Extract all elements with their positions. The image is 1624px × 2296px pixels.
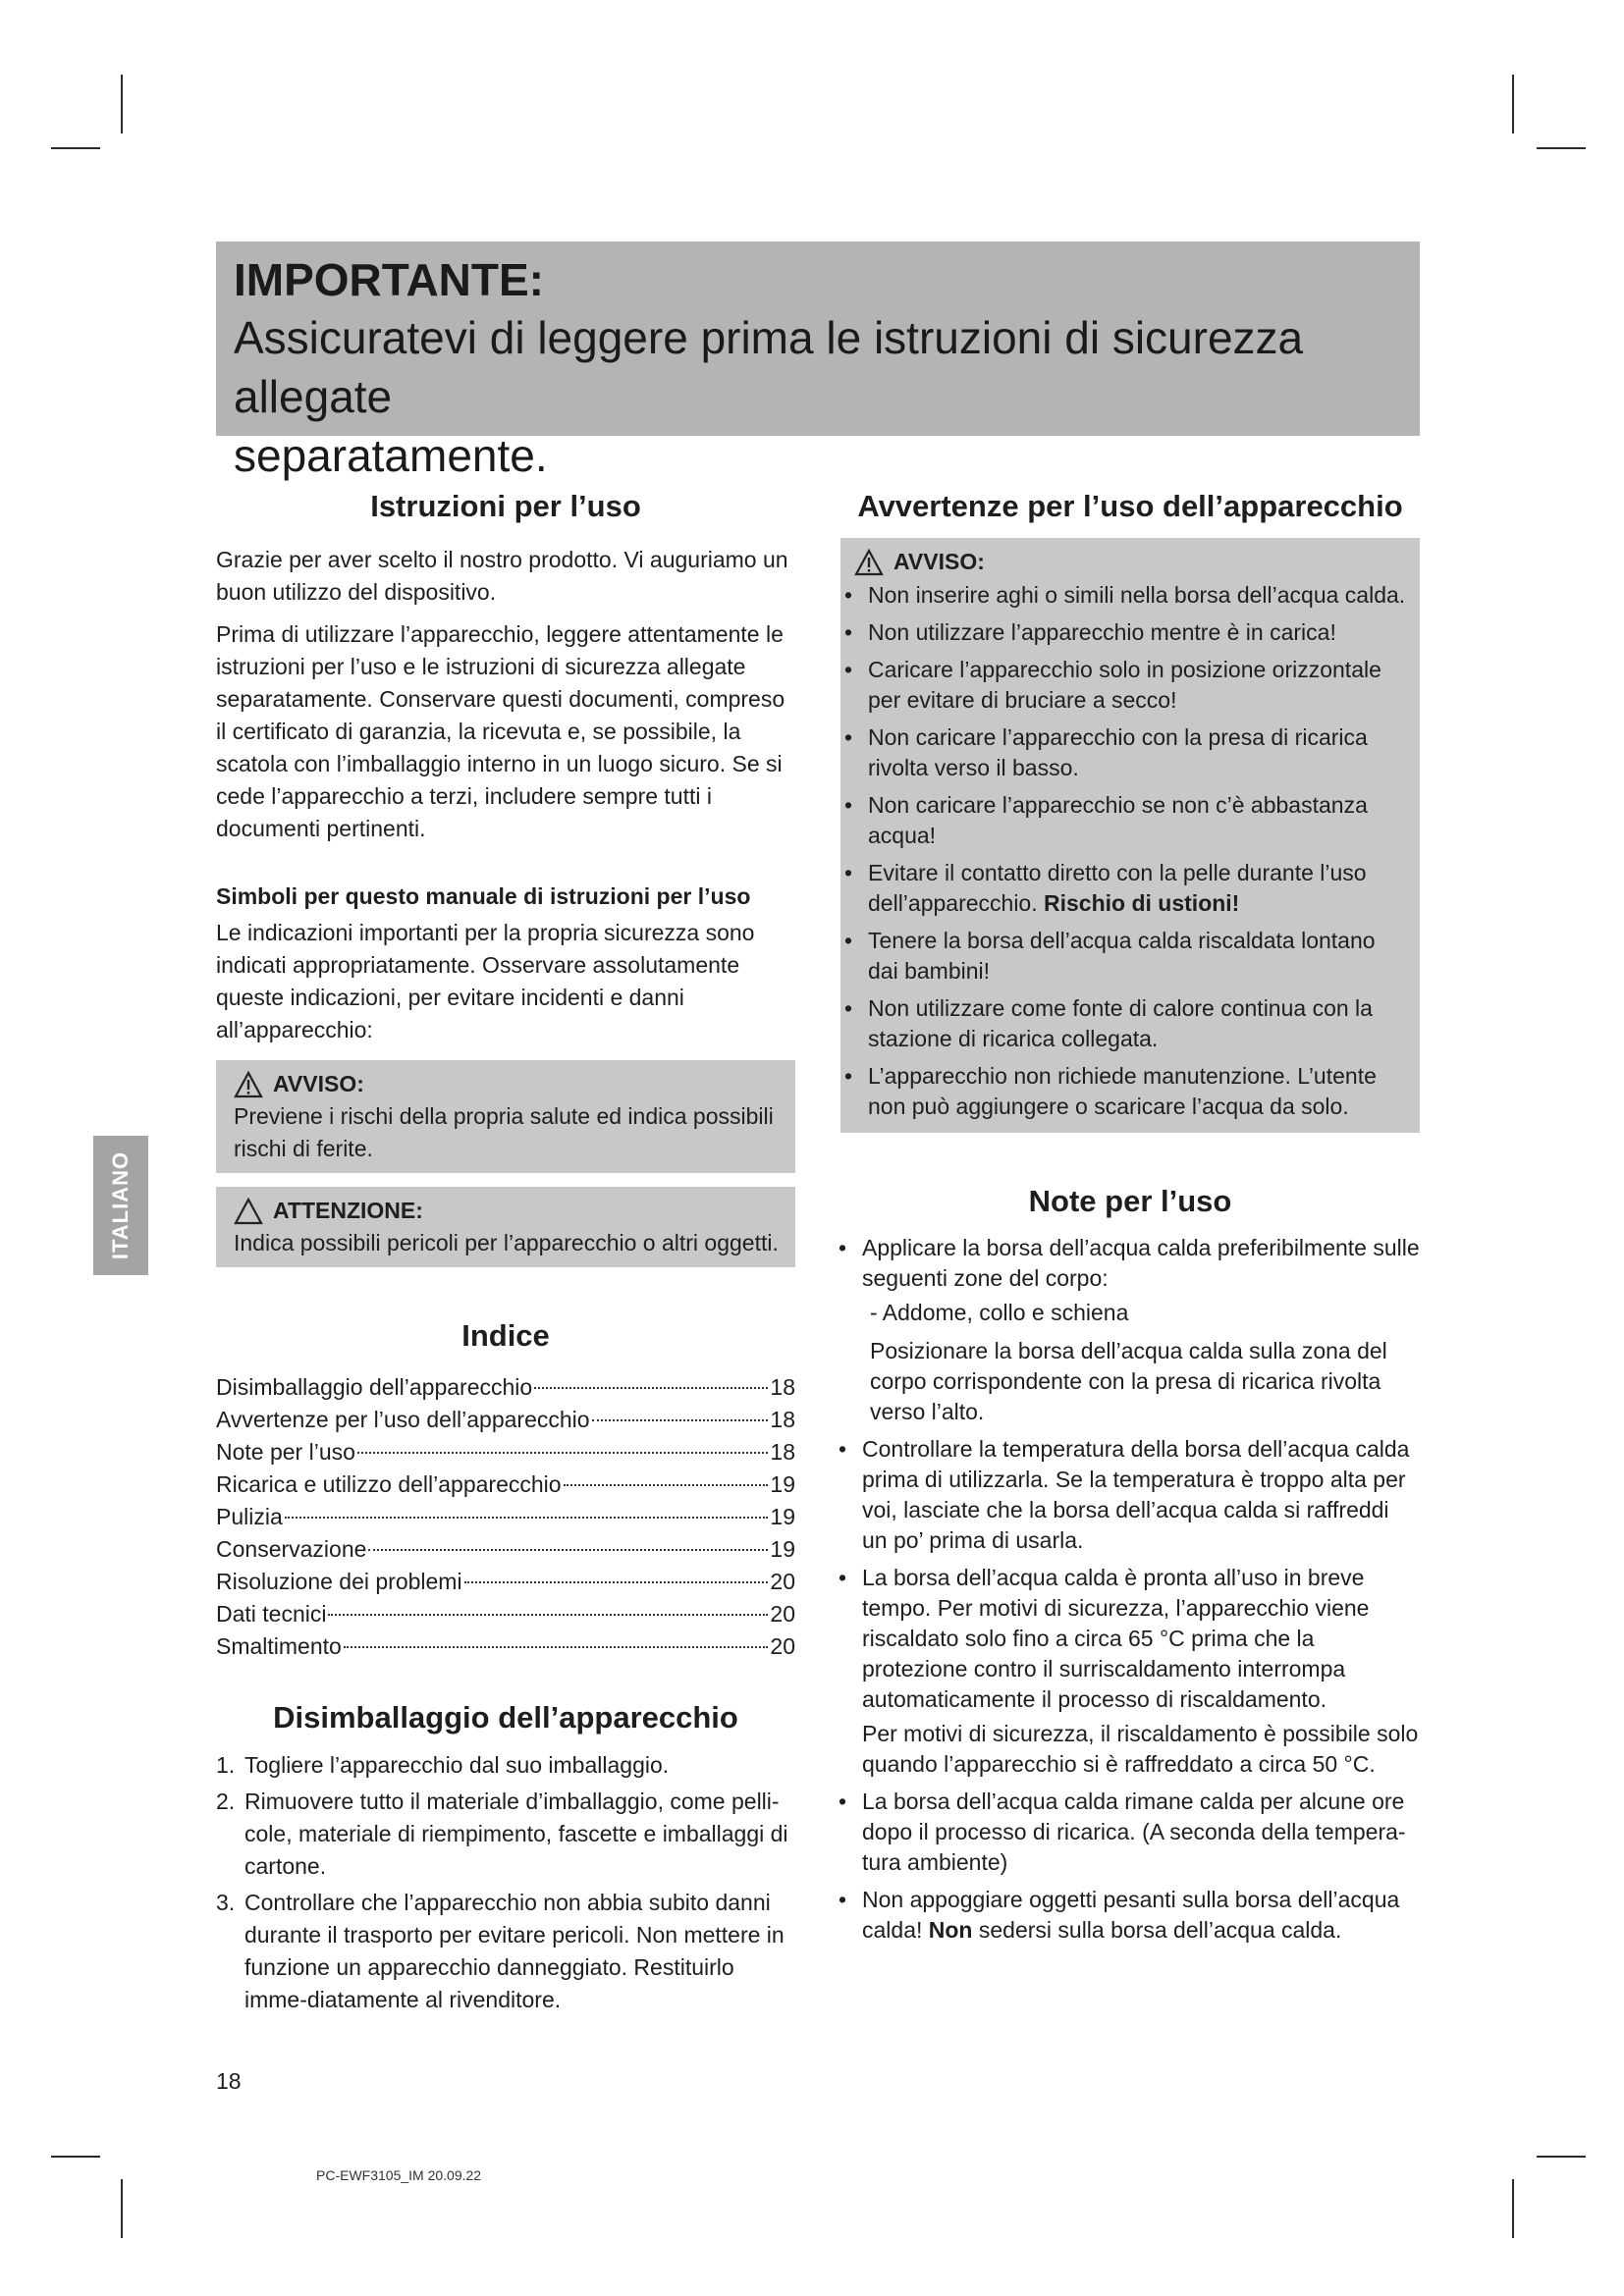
notes-list: [829, 1233, 1420, 1946]
index-label: Disimballaggio dell’apparecchio: [216, 1374, 533, 1400]
index-label: Note per l’uso: [216, 1439, 355, 1465]
index-leader: [464, 1581, 769, 1583]
note-paragraph: Per motivi di sicurezza, il riscaldamento è possibile solo quando l’apparecchio si è raffreddato a circa 50 °C.: [862, 1721, 1419, 1777]
index-row: [216, 1598, 795, 1630]
index-row: [216, 1468, 795, 1501]
caution-title: [234, 1195, 780, 1227]
index-page: 20: [770, 1633, 795, 1659]
intro-heading: Istruzioni per l’uso: [370, 489, 641, 523]
index-label: Pulizia: [216, 1504, 283, 1529]
index-row: [216, 1404, 795, 1436]
note-sub-item: - Addome, collo e schiena: [870, 1300, 1129, 1325]
warning-triangle-icon: [234, 1071, 263, 1098]
warning-item-text: Non inserire aghi o simili nella borsa dell’acqua calda.: [868, 582, 1406, 608]
index-leader: [534, 1387, 768, 1389]
banner-line-2: separatamente.: [234, 430, 548, 481]
crop-mark: [1537, 2156, 1586, 2158]
index-page: 20: [770, 1601, 795, 1627]
language-side-tab: [93, 1136, 148, 1275]
note-text: Non appoggiare oggetti pesanti sulla borsa dell’acqua: [862, 1887, 1400, 1912]
intro-paragraph-2: Prima di utilizzare l’apparecchio, leggere attentamente le istruzioni per l’uso e le istruzioni di sicurezza allegate separatamente. Conservare questi documenti, compreso il certificato di garanzia, la ricevuta e, se possibile, la scatola con l’imballaggio interno in un luogo sicuro. Se si cede l’apparecchio a terzi, includere sempre tutti i documenti pertinenti.: [216, 621, 785, 841]
symbols-paragraph: Le indicazioni importanti per la propria sicurezza sono indicati appropriatamente. Osservare assolutamente queste indicazioni, per evitare incidenti e danni all’apparecchio:: [216, 920, 755, 1042]
warnings-list: [835, 580, 1410, 1122]
index-leader: [592, 1419, 769, 1421]
index-label: Conservazione: [216, 1536, 367, 1562]
crop-mark: [51, 2156, 100, 2158]
side-tab-label: ITALIANO: [108, 1150, 133, 1260]
index-leader: [328, 1614, 768, 1616]
note-paragraph: Posizionare la borsa dell’acqua calda sulla zona del corpo corrispondente con la presa di ricarica rivolta verso l’alto.: [870, 1338, 1387, 1424]
note-item: [829, 1787, 1420, 1878]
index-list: [216, 1371, 795, 1663]
warning-item: [835, 993, 1410, 1054]
index-label: Risoluzione dei problemi: [216, 1569, 462, 1594]
note-text: Applicare la borsa dell’acqua calda preferibilmente sulle seguenti zone del corpo:: [862, 1235, 1420, 1291]
index-label: Dati tecnici: [216, 1601, 327, 1627]
step-text: Rimuovere tutto il materiale d’imballaggio, come pelli-cole, materiale di riempimento, fascette e imballaggi di cartone.: [244, 1789, 788, 1879]
warnings-box-title-text: AVVISO:: [893, 549, 985, 574]
warning-item-bold: Rischio di ustioni!: [1044, 890, 1240, 916]
warning-item-text: Non caricare l’apparecchio se non c’è abbastanza acqua!: [868, 792, 1368, 848]
note-item: [829, 1563, 1420, 1780]
step-number: 1.: [216, 1752, 236, 1778]
warning-item: [835, 926, 1410, 987]
index-page: 18: [770, 1407, 795, 1432]
unpack-heading: Disimballaggio dell’apparecchio: [273, 1700, 738, 1735]
index-row: [216, 1566, 795, 1598]
note-text: Controllare la temperatura della borsa dell’acqua calda prima di utilizzarla. Se la temperatura è troppo alta per voi, lasciate che la borsa dell’acqua calda si raffreddi un po’ prima di usarla.: [862, 1436, 1410, 1553]
step-number: 2.: [216, 1789, 236, 1814]
index-page: 19: [770, 1536, 795, 1562]
banner-title: IMPORTANTE:: [234, 254, 545, 305]
caution-triangle-icon: [234, 1198, 263, 1225]
warning-item-text: Evitare il contatto diretto con la pelle durante l’uso dell’apparecchio.: [868, 860, 1367, 916]
notes-heading: Note per l’uso: [1028, 1184, 1232, 1218]
step-number: 3.: [216, 1890, 236, 1915]
index-row: [216, 1630, 795, 1663]
index-page: 20: [770, 1569, 795, 1594]
symbols-heading: Simboli per questo manuale di istruzioni per l’uso: [216, 883, 751, 909]
note-bold: Non: [928, 1917, 973, 1943]
note-text: sedersi sulla borsa dell’acqua calda.: [978, 1917, 1342, 1943]
caution-text: Indica possibili pericoli per l’apparecchio o altri oggetti.: [234, 1230, 779, 1255]
warning-title: [234, 1068, 780, 1100]
step-text: Togliere l’apparecchio dal suo imballaggio.: [244, 1752, 670, 1778]
index-page: 18: [770, 1439, 795, 1465]
warning-text: Previene i rischi della propria salute ed indica possibili rischi di ferite.: [234, 1103, 774, 1161]
unpack-steps: [216, 1749, 795, 2016]
left-column: [216, 487, 795, 2020]
caution-title-text: ATTENZIONE:: [273, 1198, 423, 1223]
warning-item-text: L’apparecchio non richiede manutenzione. L’utente non può aggiungere o scaricare l’acqua da solo.: [868, 1063, 1377, 1119]
index-page: 19: [770, 1471, 795, 1497]
warning-item: [835, 655, 1410, 716]
index-row: [216, 1533, 795, 1566]
banner-line-1: Assicuratevi di leggere prima le istruzioni di sicurezza allegate: [234, 312, 1304, 422]
warning-item: [835, 1061, 1410, 1122]
note-item: [829, 1885, 1420, 1946]
crop-mark: [121, 75, 123, 133]
warning-triangle-icon: [854, 549, 884, 576]
warning-item: [835, 722, 1410, 783]
note-text: La borsa dell’acqua calda è pronta all’uso in breve tempo. Per motivi di sicurezza, l’apparecchio viene riscaldato solo fino a circa 65 °C prima che la protezione contro il surriscaldamento interrompa automaticamente il processo di riscaldamento.: [862, 1565, 1370, 1712]
index-heading: Indice: [461, 1318, 550, 1353]
index-leader: [368, 1549, 768, 1551]
index-label: Smaltimento: [216, 1633, 342, 1659]
warning-item: [835, 617, 1410, 648]
index-leader: [344, 1646, 769, 1648]
unpack-step: [216, 1749, 795, 1782]
warning-item-text: Non utilizzare come fonte di calore continua con la stazione di ricarica collegata.: [868, 995, 1373, 1051]
caution-box: [216, 1187, 795, 1267]
warning-item-text: Caricare l’apparecchio solo in posizione orizzontale per evitare di bruciare a secco!: [868, 657, 1381, 713]
footer-code: PC-EWF3105_IM 20.09.22: [316, 2167, 482, 2183]
warnings-heading: Avvertenze per l’uso dell’apparecchio: [857, 489, 1403, 523]
crop-mark: [51, 147, 100, 149]
note-item: [829, 1233, 1420, 1427]
warning-item-text: Non caricare l’apparecchio con la presa di ricarica rivolta verso il basso.: [868, 724, 1368, 780]
note-text: calda!: [862, 1917, 923, 1943]
step-text: Controllare che l’apparecchio non abbia subito danni durante il trasporto per evitare pericoli. Non mettere in funzione un apparecchio danneggiato. Restituirlo imme-diatamente al rivenditore.: [244, 1890, 785, 2012]
crop-mark: [121, 2179, 123, 2238]
warnings-box: [840, 538, 1420, 1133]
index-label: Avvertenze per l’uso dell’apparecchio: [216, 1407, 590, 1432]
warning-box: [216, 1060, 795, 1173]
index-leader: [285, 1517, 769, 1519]
crop-mark: [1512, 75, 1514, 133]
index-label: Ricarica e utilizzo dell’apparecchio: [216, 1471, 562, 1497]
index-row: [216, 1501, 795, 1533]
warning-item: [835, 790, 1410, 851]
index-row: [216, 1371, 795, 1404]
page-number: 18: [216, 2068, 242, 2094]
warning-item: [835, 580, 1410, 611]
note-item: [829, 1434, 1420, 1556]
index-leader: [564, 1484, 769, 1486]
note-text: La borsa dell’acqua calda rimane calda per alcune ore dopo il processo di ricarica. (A seconda della tempera-tura ambiente): [862, 1789, 1406, 1875]
index-page: 18: [770, 1374, 795, 1400]
unpack-step: [216, 1887, 795, 2016]
unpack-step: [216, 1786, 795, 1883]
warnings-box-title: [844, 546, 1410, 578]
warning-item-text: Non utilizzare l’apparecchio mentre è in carica!: [868, 619, 1336, 645]
important-banner: [216, 241, 1420, 481]
warning-item-text: Tenere la borsa dell’acqua calda riscaldata lontano dai bambini!: [868, 928, 1376, 984]
crop-mark: [1512, 2179, 1514, 2238]
intro-paragraph-1: Grazie per aver scelto il nostro prodotto. Vi auguriamo un buon utilizzo del dispositivo.: [216, 547, 788, 605]
right-column: [840, 487, 1420, 1952]
index-row: [216, 1436, 795, 1468]
crop-mark: [1537, 147, 1586, 149]
warning-title-text: AVVISO:: [273, 1071, 364, 1096]
index-page: 19: [770, 1504, 795, 1529]
warning-item: [835, 858, 1410, 919]
index-leader: [357, 1452, 768, 1454]
